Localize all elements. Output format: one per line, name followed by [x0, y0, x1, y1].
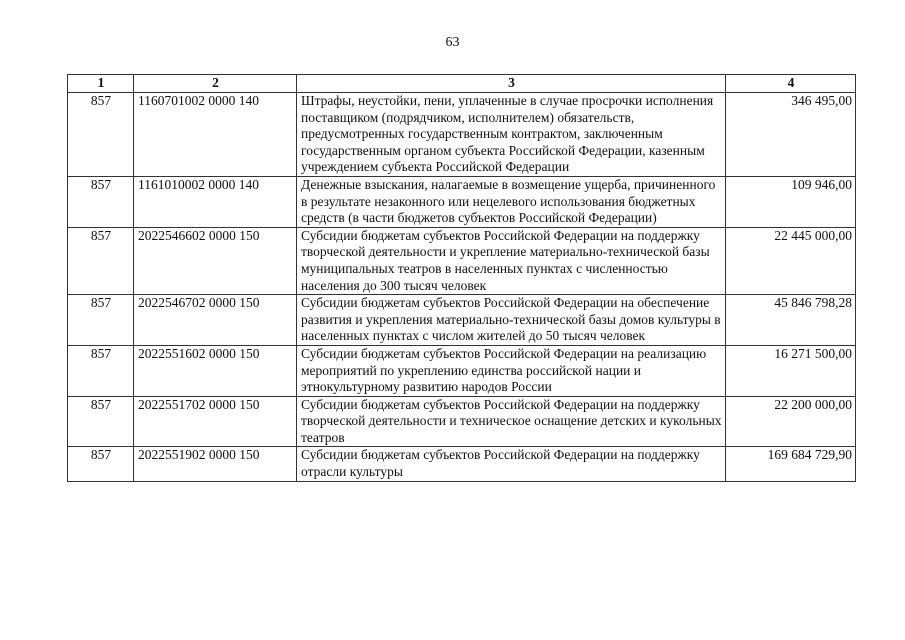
column-header-4: 4	[726, 75, 856, 93]
amount-cell: 22 445 000,00	[726, 227, 856, 294]
amount-cell: 45 846 798,28	[726, 295, 856, 346]
page-number: 63	[445, 35, 460, 50]
amount-cell: 169 684 729,90	[726, 447, 856, 481]
revenue-name-cell: Субсидии бюджетам субъектов Российской Федерации на реализацию мероприятий по укреплению единства российской нации и этнокультурному развитию народов России	[297, 345, 726, 396]
admin-code-cell: 857	[68, 447, 134, 481]
revenue-name-cell: Субсидии бюджетам субъектов Российской Федерации на поддержку творческой деятельности и укрепление материально-технической базы муниципальных театров в населенных пунктах с численностью населения до 300 тысяч человек	[297, 227, 726, 294]
admin-code-cell: 857	[68, 227, 134, 294]
column-header-2: 2	[134, 75, 297, 93]
revenue-code-cell: 1160701002 0000 140	[134, 93, 297, 177]
revenue-code-cell: 2022551902 0000 150	[134, 447, 297, 481]
amount-cell: 109 946,00	[726, 176, 856, 227]
table-row	[68, 447, 856, 481]
table-row	[68, 176, 856, 227]
revenue-code-cell: 2022546602 0000 150	[134, 227, 297, 294]
table-row	[68, 345, 856, 396]
admin-code-cell: 857	[68, 93, 134, 177]
revenue-name-cell: Субсидии бюджетам субъектов Российской Федерации на обеспечение развития и укрепления материально-технической базы домов культуры в населенных пунктах с числом жителей до 50 тысяч человек	[297, 295, 726, 346]
column-header-3: 3	[297, 75, 726, 93]
column-header-1: 1	[68, 75, 134, 93]
revenue-code-cell: 2022551702 0000 150	[134, 396, 297, 447]
revenue-name-cell: Субсидии бюджетам субъектов Российской Федерации на поддержку творческой деятельности и техническое оснащение детских и кукольных театров	[297, 396, 726, 447]
revenue-code-cell: 1161010002 0000 140	[134, 176, 297, 227]
amount-cell: 22 200 000,00	[726, 396, 856, 447]
table-row	[68, 396, 856, 447]
table-header-row	[68, 75, 856, 93]
table-row	[68, 295, 856, 346]
budget-revenue-table	[67, 74, 856, 482]
admin-code-cell: 857	[68, 295, 134, 346]
table-row	[68, 227, 856, 294]
amount-cell: 346 495,00	[726, 93, 856, 177]
revenue-code-cell: 2022551602 0000 150	[134, 345, 297, 396]
revenue-name-cell: Денежные взыскания, налагаемые в возмещение ущерба, причиненного в результате незаконного или нецелевого использования бюджетных средств (в части бюджетов субъектов Российской Федерации)	[297, 176, 726, 227]
admin-code-cell: 857	[68, 396, 134, 447]
revenue-code-cell: 2022546702 0000 150	[134, 295, 297, 346]
admin-code-cell: 857	[68, 176, 134, 227]
table-row	[68, 93, 856, 177]
amount-cell: 16 271 500,00	[726, 345, 856, 396]
revenue-name-cell: Субсидии бюджетам субъектов Российской Федерации на поддержку отрасли культуры	[297, 447, 726, 481]
revenue-name-cell: Штрафы, неустойки, пени, уплаченные в случае просрочки исполнения поставщиком (подрядчиком, исполнителем) обязательств, предусмотренных государственным контрактом, заключенным государственным органом субъекта Российской Федерации, казенным учреждением субъекта Российской Федерации	[297, 93, 726, 177]
admin-code-cell: 857	[68, 345, 134, 396]
